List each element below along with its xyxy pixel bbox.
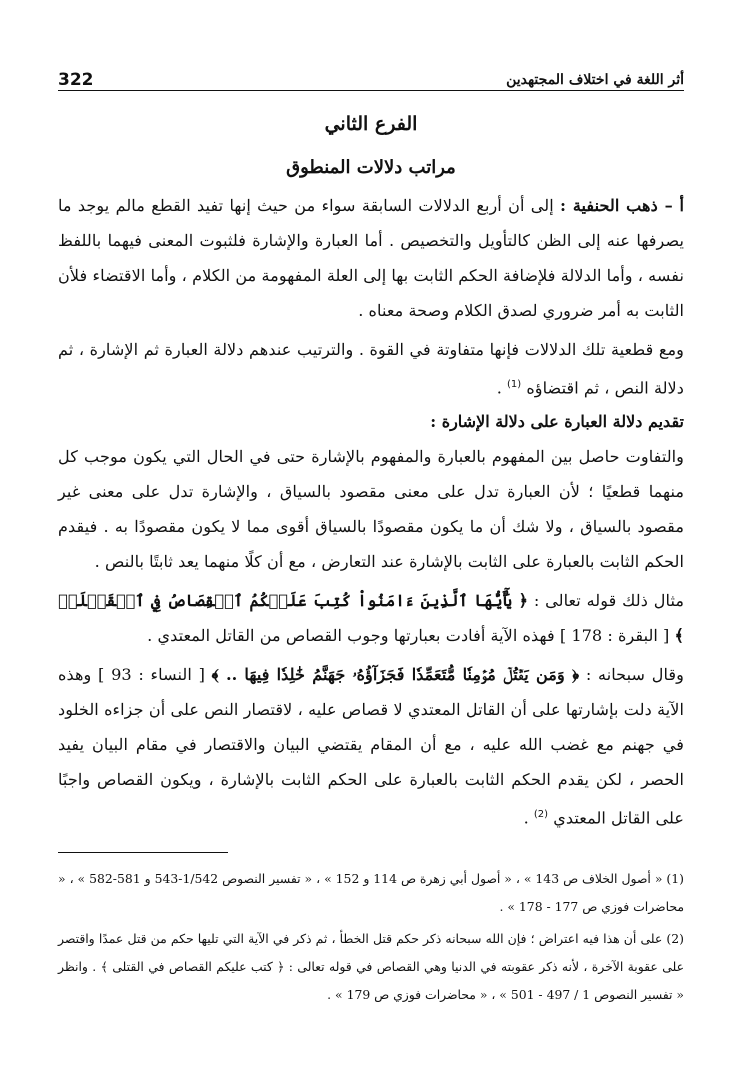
- paragraph-ranking: [58, 332, 684, 405]
- footnote-ref[interactable]: (1): [506, 379, 522, 390]
- book-title: أثر اللغة في اختلاف المجتهدين: [506, 72, 684, 88]
- paragraph-text: [ النساء : 93 ] وهذه الآية دلت بإشارتها على أن القاتل المعتدي لا قصاص عليه ، لاقتصار النص على أن جزاءه الخلود في جهنم مع غضب الله عليه ، مع أن المقام يقتضي البيان والاقتصار في مقام البيان يفيد الحصر ، لكن يقدم الحكم الثابت بالعبارة على الحكم الثابت بالإشارة ، ويكون القصاص واجبًا على القاتل المعتدي: [58, 665, 684, 828]
- footnote-divider: [58, 852, 228, 853]
- paragraph-text: ومع قطعية تلك الدلالات فإنها متفاوتة في القوة . والترتيب عندهم دلالة العبارة ثم الإشارة ، ثم دلالة النص ، ثم اقتضاؤه: [58, 340, 684, 398]
- quran-verse: ﴿ وَمَن يَقۡتُلۡ مُؤۡمِنٗا مُّتَعَمِّدٗا فَجَزَآؤُهُۥ جَهَنَّمُ خَٰلِدٗا فِيهَا .. ﴾: [211, 665, 580, 685]
- footnote-marker: (2): [666, 930, 684, 946]
- subsection-title: مراتب دلالات المنطوق: [286, 157, 456, 178]
- book-page: [58, 56, 684, 1076]
- paragraph-lead: مثال ذلك قوله تعالى :: [528, 591, 684, 611]
- footnote-1: [58, 865, 684, 921]
- paragraph-hanafi: [58, 188, 684, 328]
- paragraph-lead: أ – ذهب الحنفية :: [560, 196, 684, 215]
- paragraph-lead: وقال سبحانه :: [579, 665, 684, 685]
- inline-heading: تقديم دلالة العبارة على دلالة الإشارة :: [430, 412, 684, 432]
- paragraph-text: [ البقرة : 178 ] فهذه الآية أفادت بعبارتها وجوب القصاص من القاتل المعتدي .: [147, 626, 675, 646]
- paragraph-end: .: [523, 808, 534, 828]
- paragraph-text: إلى أن أربع الدلالات السابقة سواء من حيث إنها تفيد القطع مالم يوجد ما يصرفها عنه إلى الظن كالتأويل والتخصيص . أما العبارة والإشارة فلثبوت المعنى فيهما باللفظ نفسه ، وأما الدلالة فلإضافة الحكم الثابت بها إلى العلة المفهومة من الكلام ، وأما الاقتضاء فلأن الثابت به أمر ضروري لصدق الكلام وصحة معناه .: [58, 196, 684, 320]
- quran-verse: ﴿ يَٰٓأَيُّهَا ٱلَّذِينَ ءَامَنُواْ كُتِبَ عَلَيۡكُمُ ٱلۡقِصَاصُ فِي ٱلۡقَتۡلَىۖ ﴾: [58, 591, 684, 646]
- page-number: 322: [58, 70, 94, 90]
- paragraph-example-baqarah: [58, 583, 684, 653]
- paragraph-example-nisa: [58, 657, 684, 835]
- footnote-text: على أن هذا فيه اعتراض ؛ فإن الله سبحانه ذكر حكم قتل الخطأ ، ثم ذكر في الآية التي تليها حكم من قتل عمدًا واقتصر على عقوبة الآخرة ، لأنه ذكر عقوبته في الدنيا وهي القصاص في قوله تعالى : ﴿ كتب عليكم القصاص في القتلى ﴾ . وانظر « تفسير النصوص 1 / 497 - 501 » ، « محاضرات فوزي ص 179 » .: [58, 930, 684, 1002]
- footnote-2: [58, 925, 684, 1009]
- footnote-ref[interactable]: (2): [533, 809, 549, 821]
- footnote-marker: (1): [666, 870, 684, 886]
- section-title: الفرع الثاني: [324, 113, 418, 135]
- running-header: [58, 56, 684, 91]
- paragraph-difference: والتفاوت حاصل بين المفهوم بالعبارة والمفهوم بالإشارة حتى في الحال التي يكون موجب كل منهما قطعيًا ؛ لأن العبارة تدل على معنى مقصود بالسياق ، والإشارة تدل على معنى غير مقصود بالسياق ، ولا شك أن ما يكون مقصودًا بالسياق أقوى مما لا يكون مقصودًا به . فيقدم الحكم الثابت بالعبارة على الثابت بالإشارة عند التعارض ، مع أن كلًا منهما يعد ثابتًا بالنص .: [58, 447, 684, 572]
- paragraph-end: .: [496, 378, 507, 398]
- footnote-text: « أصول الخلاف ص 143 » ، « أصول أبي زهرة ص 114 و 152 » ، « تفسير النصوص 1/542-543 و 581-582 » ، « محاضرات فوزي ص 177 - 178 » .: [58, 870, 684, 914]
